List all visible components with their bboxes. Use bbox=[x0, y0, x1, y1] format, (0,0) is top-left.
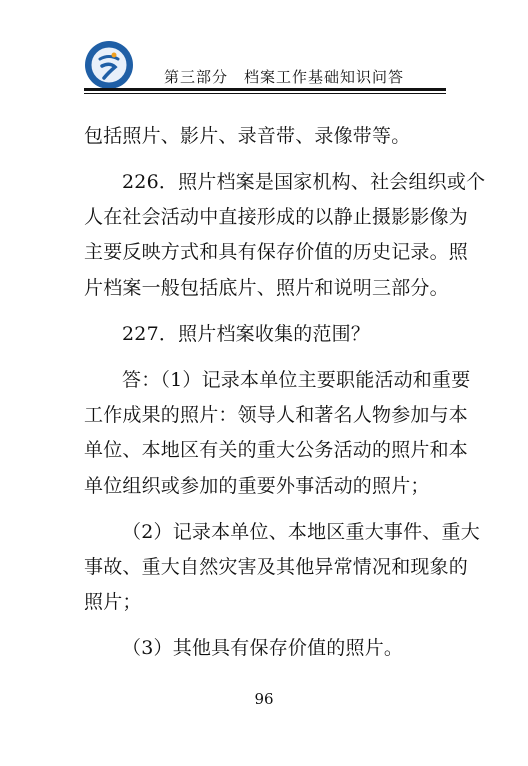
answer-item-2-line: （2）记录本单位、本地区重大事件、重大 bbox=[122, 521, 480, 543]
header-rule-thick bbox=[84, 88, 446, 91]
answer-item-1-line: 工作成果的照片：领导人和著名人物参加与本 bbox=[84, 404, 469, 426]
paragraph-226-line: 226．照片档案是国家机构、社会组织或个 bbox=[122, 171, 486, 193]
answer-item-1-line: 答：（1）记录本单位主要职能活动和重要 bbox=[122, 369, 471, 391]
page-number: 96 bbox=[254, 690, 274, 708]
school-logo-icon bbox=[84, 40, 134, 90]
answer-item-3-line: （3）其他具有保存价值的照片。 bbox=[122, 637, 404, 659]
body-line: 包括照片、影片、录音带、录像带等。 bbox=[84, 125, 411, 147]
header-rule-thin bbox=[84, 93, 446, 94]
answer-item-1-line: 单位、本地区有关的重大公务活动的照片和本 bbox=[84, 439, 469, 461]
answer-item-2-line: 事故、重大自然灾害及其他异常情况和现象的 bbox=[84, 556, 469, 578]
answer-item-2-line: 照片； bbox=[84, 591, 142, 613]
paragraph-226-line: 人在社会活动中直接形成的以静止摄影影像为 bbox=[84, 206, 469, 228]
paragraph-226-line: 主要反映方式和具有保存价值的历史记录。照 bbox=[84, 241, 469, 263]
header-title: 第三部分 档案工作基础知识问答 bbox=[164, 68, 405, 86]
question-227: 227．照片档案收集的范围？ bbox=[122, 323, 371, 345]
paragraph-226-line: 片档案一般包括底片、照片和说明三部分。 bbox=[84, 277, 449, 299]
answer-item-1-line: 单位组织或参加的重要外事活动的照片； bbox=[84, 475, 430, 497]
page-header bbox=[0, 0, 528, 100]
